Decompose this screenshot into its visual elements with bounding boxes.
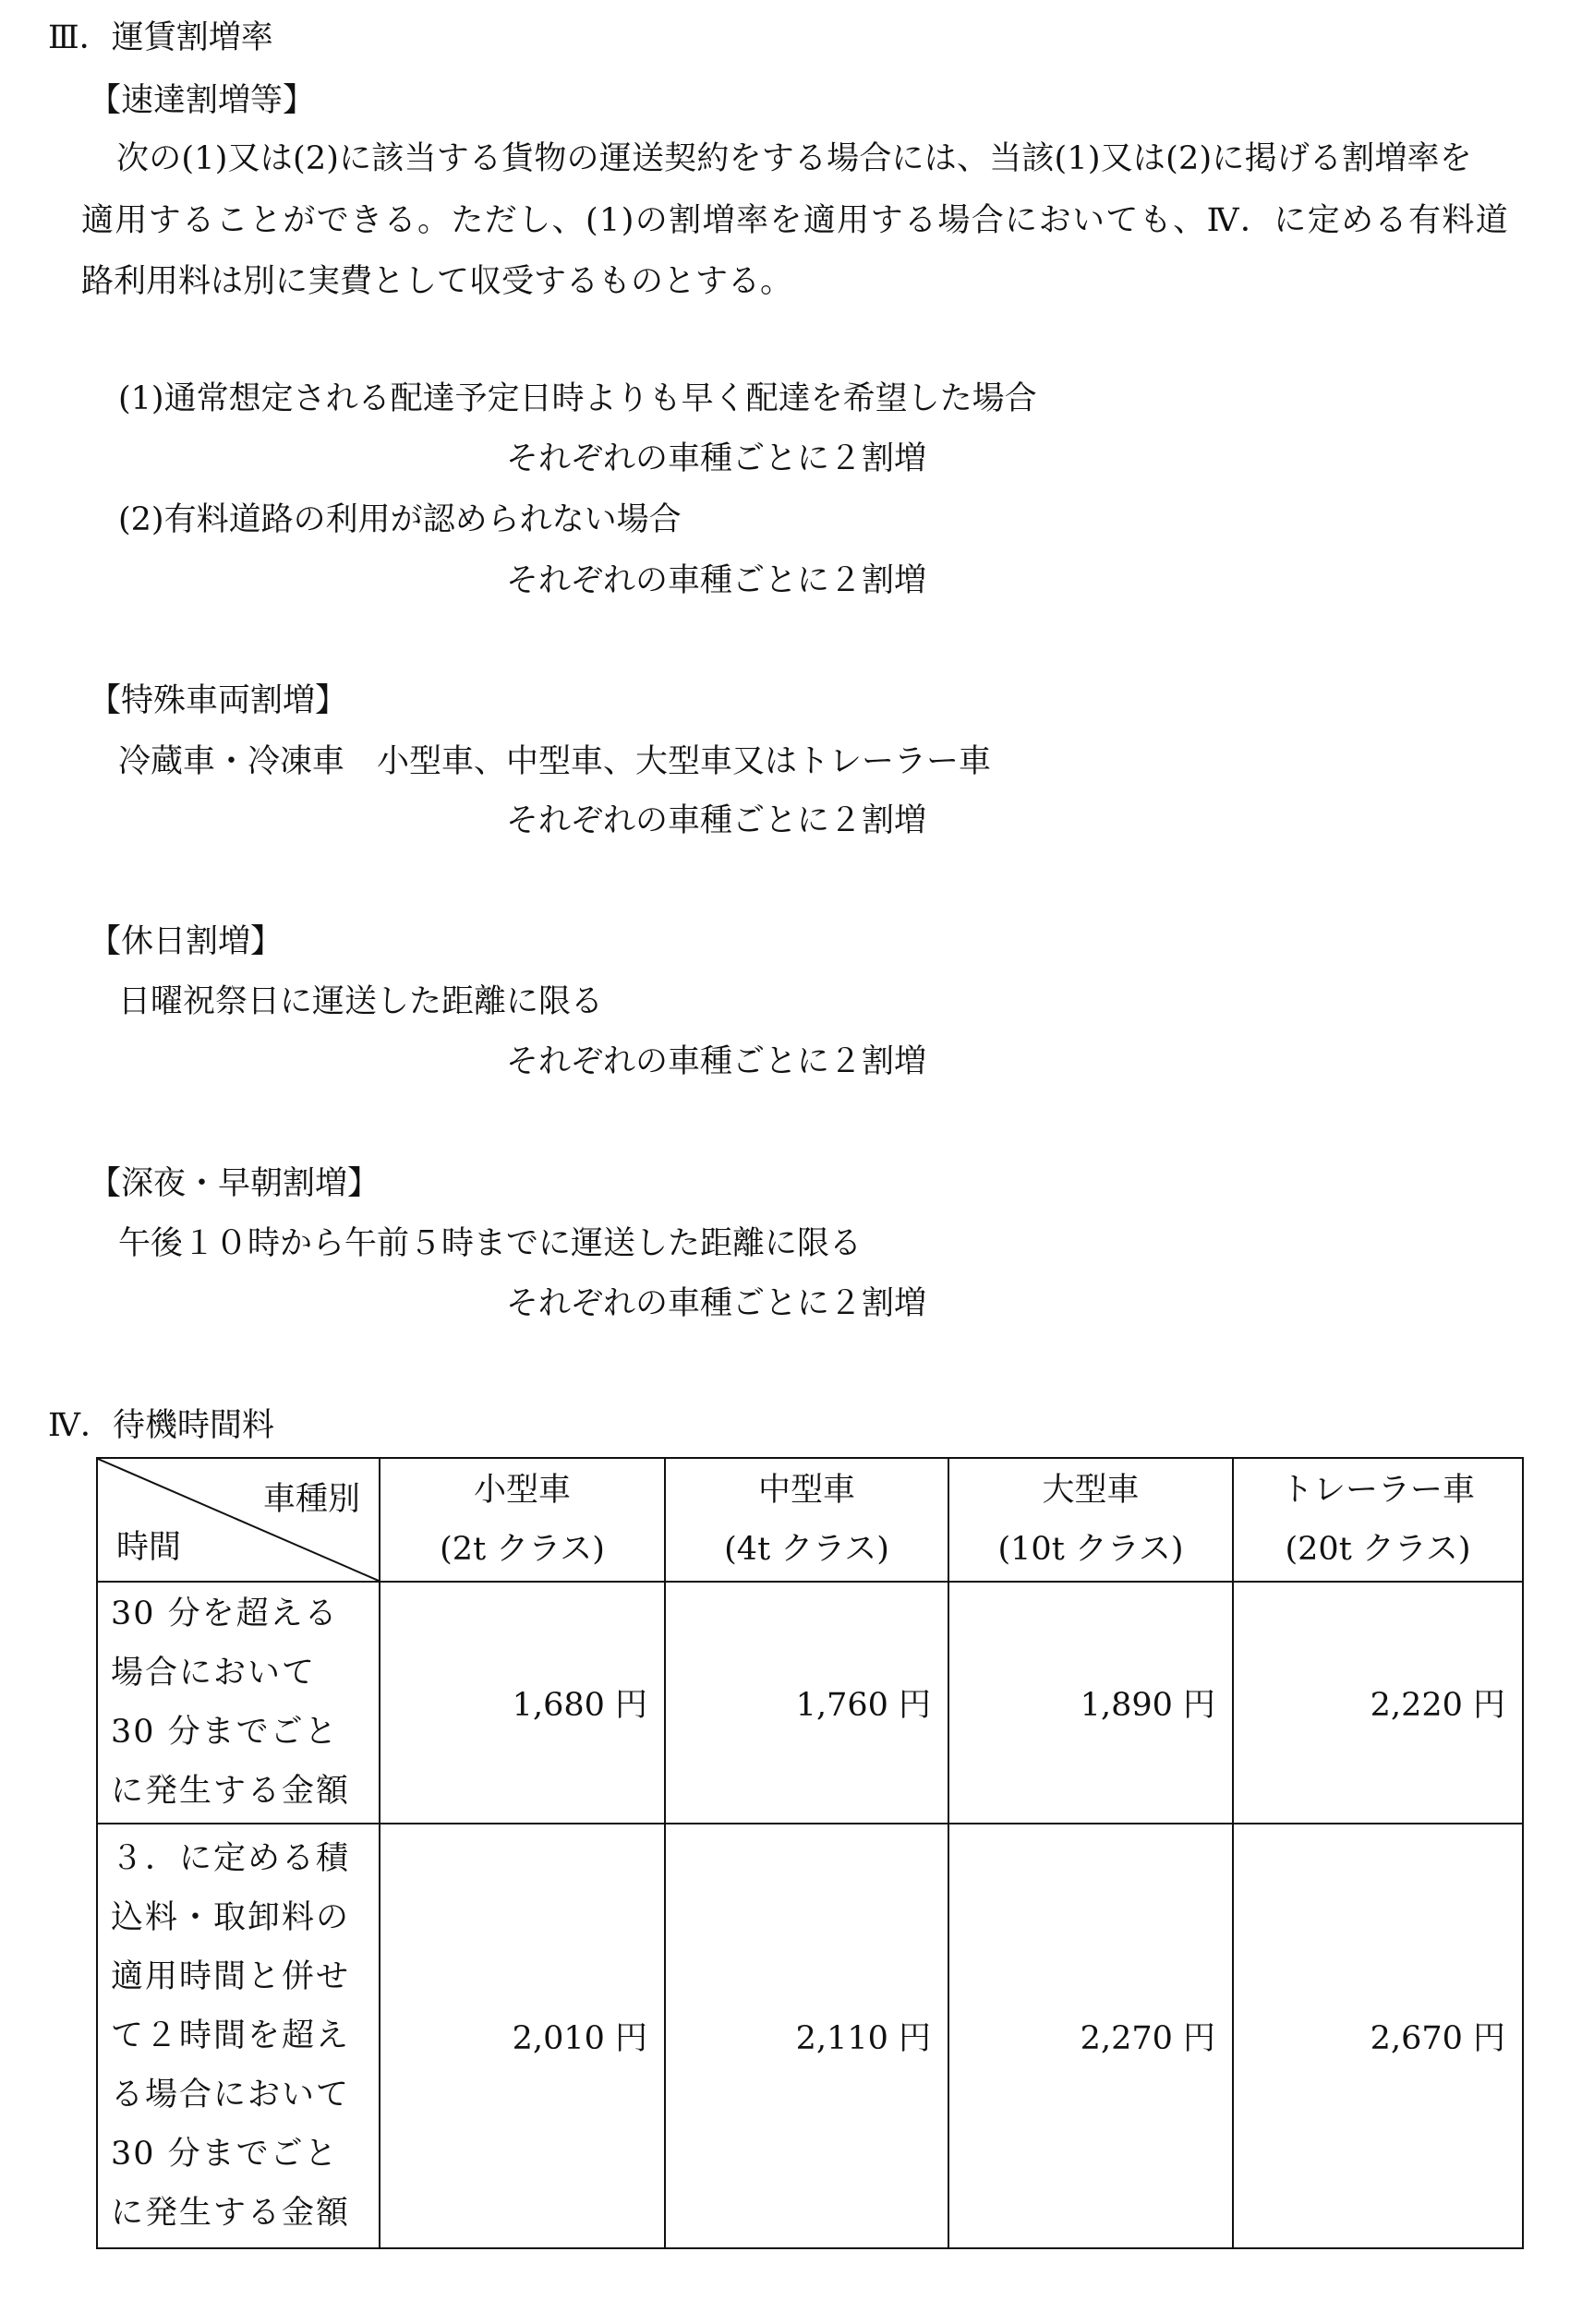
section-3-heading: Ⅲ．運賃割増率 bbox=[48, 19, 273, 56]
column-name: トレーラー車 bbox=[1280, 1472, 1475, 1509]
fee-cell: 2,010 円 bbox=[380, 1824, 665, 2248]
section-4-heading: Ⅳ．待機時間料 bbox=[48, 1407, 274, 1444]
column-header-trailer bbox=[1233, 1458, 1523, 1582]
night-title: 【深夜・早朝割増】 bbox=[89, 1165, 380, 1202]
row-label-over-2h bbox=[97, 1824, 380, 2248]
fee-cell: 1,680 円 bbox=[380, 1582, 665, 1824]
corner-cell bbox=[97, 1458, 380, 1582]
column-header-large bbox=[948, 1458, 1233, 1582]
table-header-row bbox=[97, 1458, 1523, 1582]
fee-cell: 2,110 円 bbox=[665, 1824, 948, 2248]
row-label-line: ３．に定める積 bbox=[111, 1840, 351, 1877]
column-class: (4t クラス) bbox=[724, 1531, 889, 1568]
column-class: (20t クラス) bbox=[1285, 1531, 1471, 1568]
express-paragraph-line-2: 適用することができる。ただし、(1)の割増率を適用する場合においても、Ⅳ．に定める有料道 bbox=[81, 202, 1510, 239]
row-label-line: 30 分を超える bbox=[111, 1595, 339, 1632]
row-label-line: 込料・取卸料の bbox=[111, 1899, 351, 1936]
express-item-2-rate: それぞれの車種ごとに２割増 bbox=[506, 562, 927, 599]
fee-cell: 2,670 円 bbox=[1233, 1824, 1523, 2248]
waiting-time-fee-table bbox=[96, 1457, 1524, 2249]
table-row bbox=[97, 1582, 1523, 1824]
special-vehicle-desc: 冷蔵車・冷凍車 小型車、中型車、大型車又はトレーラー車 bbox=[118, 743, 992, 780]
row-label-line: に発生する金額 bbox=[111, 1773, 351, 1810]
special-vehicle-rate: それぞれの車種ごとに２割増 bbox=[506, 802, 927, 839]
column-header-small bbox=[380, 1458, 665, 1582]
column-class: (2t クラス) bbox=[440, 1531, 605, 1568]
holiday-desc: 日曜祝祭日に運送した距離に限る bbox=[118, 983, 604, 1020]
express-item-1: (1)通常想定される配達予定日時よりも早く配達を希望した場合 bbox=[118, 380, 1037, 417]
express-paragraph-line-1: 次の(1)又は(2)に該当する貨物の運送契約をする場合には、当該(1)又は(2)に掲げる割増率を bbox=[116, 140, 1472, 177]
table-row bbox=[97, 1824, 1523, 2248]
special-vehicle-title: 【特殊車両割増】 bbox=[89, 682, 348, 719]
column-name: 小型車 bbox=[473, 1472, 571, 1509]
row-label-line: 場合において bbox=[111, 1655, 317, 1692]
night-desc: 午後１０時から午前５時までに運送した距離に限る bbox=[118, 1225, 863, 1262]
row-label-30min bbox=[97, 1582, 380, 1824]
express-surcharge-title: 【速達割増等】 bbox=[89, 82, 316, 119]
row-label-line: に発生する金額 bbox=[111, 2195, 351, 2232]
express-paragraph-line-3: 路利用料は別に実費として収受するものとする。 bbox=[81, 263, 793, 300]
row-label-line: 30 分までごと bbox=[111, 1714, 339, 1751]
fee-cell: 2,220 円 bbox=[1233, 1582, 1523, 1824]
fee-cell: 2,270 円 bbox=[948, 1824, 1233, 2248]
fee-cell: 1,890 円 bbox=[948, 1582, 1233, 1824]
column-name: 中型車 bbox=[757, 1472, 855, 1509]
express-item-1-rate: それぞれの車種ごとに２割増 bbox=[506, 440, 927, 477]
column-name: 大型車 bbox=[1042, 1472, 1140, 1509]
row-label-line: る場合において bbox=[111, 2077, 351, 2113]
column-class: (10t クラス) bbox=[997, 1531, 1184, 1568]
corner-bottom-label: 時間 bbox=[116, 1529, 182, 1566]
row-label-line: て２時間を超え bbox=[111, 2017, 351, 2054]
holiday-rate: それぞれの車種ごとに２割増 bbox=[506, 1043, 927, 1080]
fee-cell: 1,760 円 bbox=[665, 1582, 948, 1824]
holiday-title: 【休日割増】 bbox=[89, 923, 284, 960]
express-item-2: (2)有料道路の利用が認められない場合 bbox=[118, 501, 682, 538]
corner-top-label: 車種別 bbox=[262, 1481, 360, 1518]
row-label-line: 適用時間と併せ bbox=[111, 1958, 351, 1995]
night-rate: それぞれの車種ごとに２割増 bbox=[506, 1285, 927, 1322]
column-header-medium bbox=[665, 1458, 948, 1582]
row-label-line: 30 分までごと bbox=[111, 2136, 339, 2173]
